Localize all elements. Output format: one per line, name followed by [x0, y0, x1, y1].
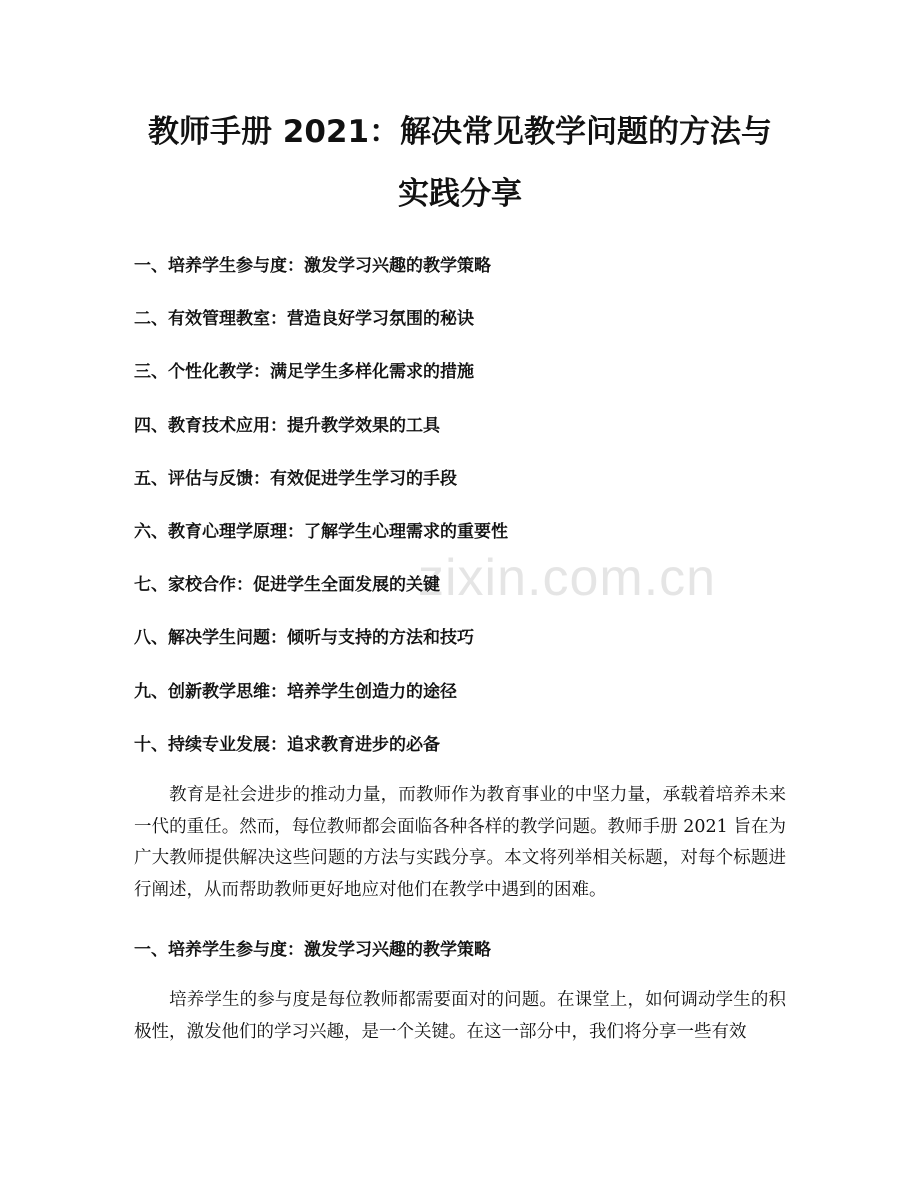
document-title-line-2: 实践分享 — [398, 176, 522, 212]
toc-item-10: 十、持续专业发展：追求教育进步的必备 — [134, 734, 440, 755]
toc-item-2: 二、有效管理教室：营造良好学习氛围的秘诀 — [134, 309, 474, 330]
table-of-contents — [134, 255, 794, 787]
section-1-paragraph-text: 培养学生的参与度是每位教师都需要面对的问题。在课堂上，如何调动学生的积极性，激发他们的学习兴趣，是一个关键。在这一部分中，我们将分享一些有效 — [134, 990, 786, 1042]
toc-item-5: 五、评估与反馈：有效促进学生学习的手段 — [134, 468, 457, 489]
intro-paragraph — [134, 780, 786, 906]
section-1-paragraph — [134, 985, 786, 1048]
toc-item-1: 一、培养学生参与度：激发学习兴趣的教学策略 — [134, 256, 491, 276]
toc-item-3: 三、个性化教学：满足学生多样化需求的措施 — [134, 362, 474, 383]
toc-item-8: 八、解决学生问题：倾听与支持的方法和技巧 — [134, 628, 474, 649]
toc-item-9: 九、创新教学思维：培养学生创造力的途径 — [134, 681, 457, 702]
section-1-heading: 一、培养学生参与度：激发学习兴趣的教学策略 — [134, 940, 491, 960]
toc-item-4: 四、教育技术应用：提升教学效果的工具 — [134, 415, 440, 436]
toc-item-7: 七、家校合作：促进学生全面发展的关键 — [134, 575, 440, 596]
document-title-line-1: 教师手册 2021：解决常见教学问题的方法与 — [147, 114, 773, 150]
watermark: zixin.com.cn — [418, 549, 717, 607]
intro-paragraph-text: 教育是社会进步的推动力量，而教师作为教育事业的中坚力量，承载着培养未来一代的重任。然而，每位教师都会面临各种各样的教学问题。教师手册 2021 旨在为广大教师提供解决这些问题的方法与实践分享。本文将列举相关标题，对每个标题进行阐述，从而帮助教师更好地应对他们在教学中遇到的困难。 — [134, 785, 786, 900]
toc-item-6: 六、教育心理学原理：了解学生心理需求的重要性 — [134, 521, 508, 542]
